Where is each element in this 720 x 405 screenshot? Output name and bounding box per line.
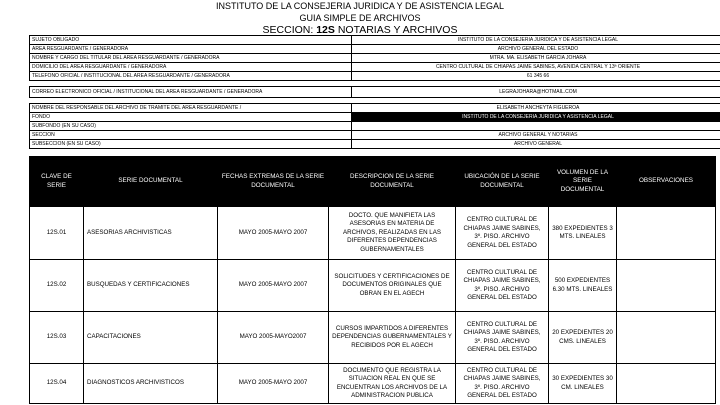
table-row xyxy=(30,207,716,260)
cell-observaciones xyxy=(617,312,716,364)
info-row xyxy=(30,36,720,45)
fondo-table xyxy=(29,103,720,149)
info-value: CENTRO CULTURAL DE CHIAPAS JAIME SABINES, AVENIDA CENTRAL Y 13ª ORIENTE xyxy=(352,63,720,72)
cell-fechas: MAYO 2005-MAYO 2007 xyxy=(218,260,329,312)
info-row xyxy=(30,131,720,140)
info-value: INSTITUTO DE LA CONSEJERIA JURIDICA Y ASISTENCIA LEGAL xyxy=(352,113,720,122)
cell-descripcion: CURSOS IMPARTIDOS A DIFERENTES DEPENDENCIAS GUBERNAMENTALES Y RECIBIDOS POR EL AGECH xyxy=(329,312,456,364)
info-row xyxy=(30,45,720,54)
cell-ubicacion: CENTRO CULTURAL DE CHIAPAS JAIME SABINES, 3º. PISO. ARCHIVO GENERAL DEL ESTADO xyxy=(456,260,549,312)
cell-volumen: 20 EXPEDIENTES 20 CMS. LINEALES xyxy=(549,312,617,364)
section-name: NOTARIAS Y ARCHIVOS xyxy=(337,24,458,36)
info-label: DOMICILIO DEL AREA RESGUARDANTE / GENERADORA xyxy=(30,63,352,72)
header-volumen: VOLUMEN DE LA SERIE DOCUMENTAL xyxy=(549,157,617,207)
info-label: FONDO xyxy=(30,113,352,122)
cell-clave: 12S.01 xyxy=(30,207,84,260)
cell-serie: DIAGNOSTICOS ARCHIVISTICOS xyxy=(84,364,218,404)
info-value: ARCHIVO GENERAL Y NOTARIAS xyxy=(352,131,720,140)
info-row xyxy=(30,113,720,122)
table-header-row xyxy=(30,157,716,207)
info-value: ARCHIVO GENERAL xyxy=(352,140,720,149)
cell-descripcion: SOLICITUDES Y CERTIFICACIONES DE DOCUMENTOS ORIGINALES QUE OBRAN EN EL AGECH xyxy=(329,260,456,312)
info-value: LEGRAJOHARA@HOTMAIL.COM xyxy=(352,87,720,98)
cell-observaciones xyxy=(617,207,716,260)
cell-ubicacion: CENTRO CULTURAL DE CHIAPAS JAIME SABINES, 3º. PISO. ARCHIVO GENERAL DEL ESTADO xyxy=(456,312,549,364)
cell-ubicacion: CENTRO CULTURAL DE CHIAPAS JAIME SABINES, 3º. PISO. ARCHIVO GENERAL DEL ESTADO xyxy=(456,364,549,404)
info-value: ARCHIVO GENERAL DEL ESTADO xyxy=(352,45,720,54)
header-clave: CLAVE DE SERIE xyxy=(30,157,84,207)
table-row xyxy=(30,364,716,404)
info-value: ELISABETH ANCHEYTA FIGUEROA xyxy=(352,104,720,113)
cell-serie: ASESORIAS ARCHIVISTICAS xyxy=(84,207,218,260)
cell-descripcion: DOCUMENTO QUE REGISTRA LA SITUACION REAL EN QUE SE ENCUENTRAN LOS ARCHIVOS DE LA ADMINISTRACION PUBLICA xyxy=(329,364,456,404)
cell-volumen: 30 EXPEDIENTES 30 CM. LINEALES xyxy=(549,364,617,404)
info-table xyxy=(29,35,720,81)
info-value: INSTITUTO DE LA CONSEJERIA JURIDICA Y DE ASISTENCIA LEGAL xyxy=(352,36,720,45)
header-serie: SERIE DOCUMENTAL xyxy=(84,157,218,207)
email-table xyxy=(29,86,720,98)
info-label: SUBSECCION (EN SU CASO) xyxy=(30,140,352,149)
cell-clave: 12S.02 xyxy=(30,260,84,312)
info-row xyxy=(30,122,720,131)
info-label: CORREO ELECTRONICO OFICIAL / INSTITUCIONAL DEL AREA RESGUARDANTE / GENERADORA xyxy=(30,87,352,98)
info-row xyxy=(30,72,720,81)
info-row xyxy=(30,104,720,113)
cell-volumen: 380 EXPEDIENTES 3 MTS. LINEALES xyxy=(549,207,617,260)
document-title: INSTITUTO DE LA CONSEJERIA JURIDICA Y DE ASISTENCIA LEGAL xyxy=(215,1,505,11)
info-label: SECCION xyxy=(30,131,352,140)
info-row xyxy=(30,140,720,149)
info-label: NOMBRE Y CARGO DEL TITULAR DEL AREA RESGUARDANTE / GENERADORA xyxy=(30,54,352,63)
header-observaciones: OBSERVACIONES xyxy=(617,157,716,207)
document-subtitle: GUIA SIMPLE DE ARCHIVOS xyxy=(299,13,421,23)
info-label: SUBFONDO (EN SU CASO) xyxy=(30,122,352,131)
cell-clave: 12S.04 xyxy=(30,364,84,404)
cell-observaciones xyxy=(617,260,716,312)
header-descripcion: DESCRIPCION DE LA SERIE DOCUMENTAL xyxy=(329,157,456,207)
info-value: MTRA. MA. ELISABETH GARCIA JOHARA xyxy=(352,54,720,63)
info-value xyxy=(352,122,720,131)
info-label: TELEFONO OFICIAL / INSTITUCIONAL DEL AREA RESGUARDANTE / GENERADORA xyxy=(30,72,352,81)
cell-serie: BUSQUEDAS Y CERTIFICACIONES xyxy=(84,260,218,312)
cell-fechas: MAYO 2005-MAYO2007 xyxy=(218,312,329,364)
info-label: NOMBRE DEL RESPONSABLE DEL ARCHIVO DE TRAMITE DEL AREA RESGUARDANTE / xyxy=(30,104,352,113)
header-fechas: FECHAS EXTREMAS DE LA SERIE DOCUMENTAL xyxy=(218,157,329,207)
info-label: SUJETO OBLIGADO xyxy=(30,36,352,45)
table-row xyxy=(30,260,716,312)
cell-fechas: MAYO 2005-MAYO 2007 xyxy=(218,364,329,404)
info-label: AREA RESGUARDANTE / GENERADORA xyxy=(30,45,352,54)
cell-volumen: 500 EXPEDIENTES 6.30 MTS. LINEALES xyxy=(549,260,617,312)
info-value: 61 345 66 xyxy=(352,72,720,81)
cell-serie: CAPACITACIONES xyxy=(84,312,218,364)
cell-descripcion: DOCTO. QUE MANIFIETA LAS ASESORIAS EN MATERIA DE ARCHIVOS, REALIZADAS EN LAS DIFERENTES DEPENDENCIAS GUBERNAMENTALES xyxy=(329,207,456,260)
info-row xyxy=(30,63,720,72)
cell-observaciones xyxy=(617,364,716,404)
info-row xyxy=(30,54,720,63)
cell-fechas: MAYO 2005-MAYO 2007 xyxy=(218,207,329,260)
cell-ubicacion: CENTRO CULTURAL DE CHIAPAS JAIME SABINES, 3º. PISO. ARCHIVO GENERAL DEL ESTADO xyxy=(456,207,549,260)
series-table xyxy=(29,156,716,404)
table-row xyxy=(30,312,716,364)
header-ubicacion: UBICACIÓN DE LA SERIE DOCUMENTAL xyxy=(456,157,549,207)
section-code: 12S xyxy=(316,24,335,36)
cell-clave: 12S.03 xyxy=(30,312,84,364)
info-row xyxy=(30,87,720,98)
section-label: SECCION: xyxy=(262,24,314,36)
